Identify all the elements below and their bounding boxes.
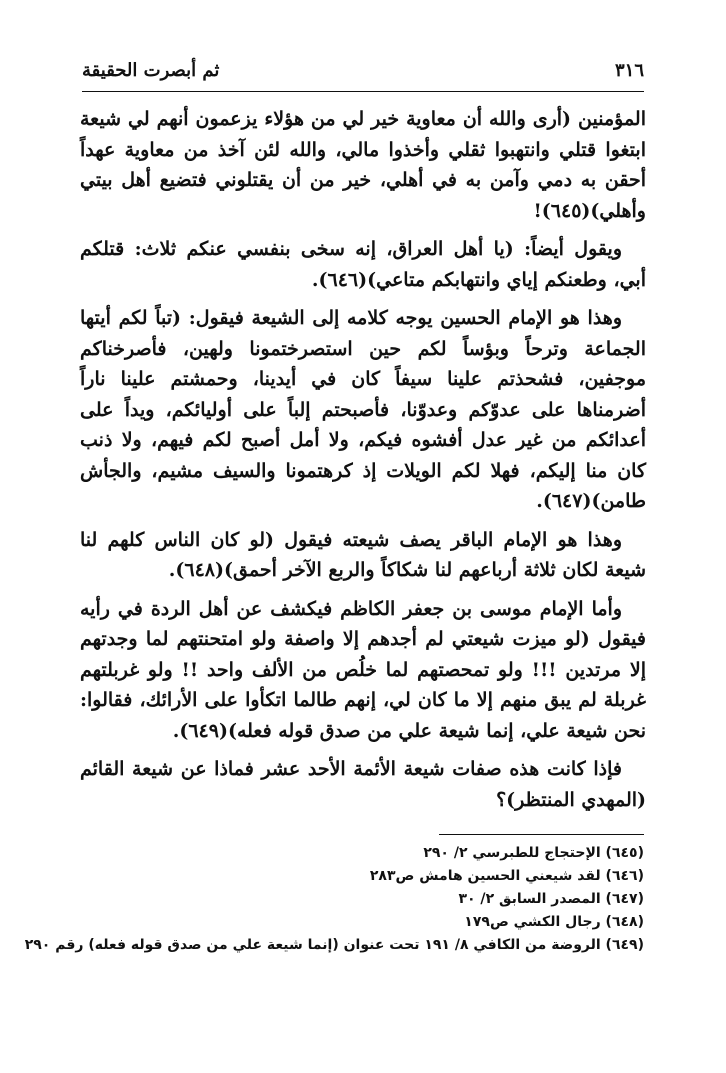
paragraph: وأما الإمام موسى بن جعفر الكاظم فيكشف عن أهل الردة في رأيه فيقول (لو ميزت شيعتي لم أجدهم إلا واصفة ولو امتحنتهم لما وجدتهم إلا مرتدين !!! ولو تمحصتهم لما خلُص من الألف واحد !! ولو غربلتهم غربلة لم يبق منهم إلا ما كان لي، إنهم طالما اتكأوا على الأرائك، فقالوا: نحن شيعة علي، إنما شيعة علي من صدق قوله فعله)(٦٤٩). [80, 597, 646, 742]
footnote-rule [439, 834, 644, 835]
footnote: (٦٤٩) الروضة من الكافي ٨/ ١٩١ تحت عنوان (إنما شيعة علي من صدق قوله فعله) رقم ٢٩٠ [24, 937, 644, 953]
paragraph: وهذا هو الإمام الحسين يوجه كلامه إلى الشيعة فيقول: (تباً لكم أيتها الجماعة وترحاً وبؤساً لكم حين استصرختمونا ولهين، فأصرخناكم موجفين، فشحذتم علينا سيفاً كان في أيدينا، وحمشتم علينا ناراً أضرمناها على عدوّكم وعدوّنا، فأصبحتم إلباً على أوليائكم، ويداً على أعدائكم من غير عدل أفشوه فيكم، ولا أمل أصبح لكم فيهم، ولا ذنب كان منا إليكم، فهلا لكم الويلات إذ كرهتمونا والسيف مشيم، والجأش طامن)(٦٤٧). [80, 307, 646, 512]
page-number: ٣١٦ [614, 60, 644, 81]
footnote: (٦٤٨) رجال الكشي ص١٧٩ [464, 914, 644, 930]
paragraph: المؤمنين (أرى والله أن معاوية خير لي من هؤلاء يزعمون أنهم لي شيعة ابتغوا قتلي وانتهبوا ثقلي وأخذوا مالي، والله لئن آخذ من معاوية عهداً أحقن به دمي وآمن به في أهلي، خير من أن يقتلوني فتضيع أهل بيتي وأهلي)(٦٤٥)! [80, 108, 646, 222]
paragraph: فإذا كانت هذه صفات شيعة الأئمة الأحد عشر فماذا عن شيعة القائم (المهدي المنتظر)؟ [80, 758, 646, 811]
body-text [80, 104, 646, 823]
header-rule [82, 91, 644, 92]
running-header [82, 60, 644, 81]
paragraph: ويقول أيضاً: (يا أهل العراق، إنه سخى بنفسي عنكم ثلاث: قتلكم أبي، وطعنكم إياي وانتهابكم متاعي)(٦٤٦). [80, 238, 646, 291]
paragraph: وهذا هو الإمام الباقر يصف شيعته فيقول (لو كان الناس كلهم لنا شيعة لكان ثلاثة أرباعهم لنا شكاكاً والربع الآخر أحمق)(٦٤٨). [80, 528, 646, 581]
footnote: (٦٤٦) لقد شيعني الحسين هامش ص٢٨٣ [369, 868, 644, 884]
footnotes [24, 842, 644, 957]
footnote: (٦٤٥) الإحتجاج للطبرسي ٢/ ٢٩٠ [423, 845, 644, 861]
footnote: (٦٤٧) المصدر السابق ٢/ ٣٠ [458, 891, 644, 907]
running-title: ثم أبصرت الحقيقة [82, 60, 220, 81]
